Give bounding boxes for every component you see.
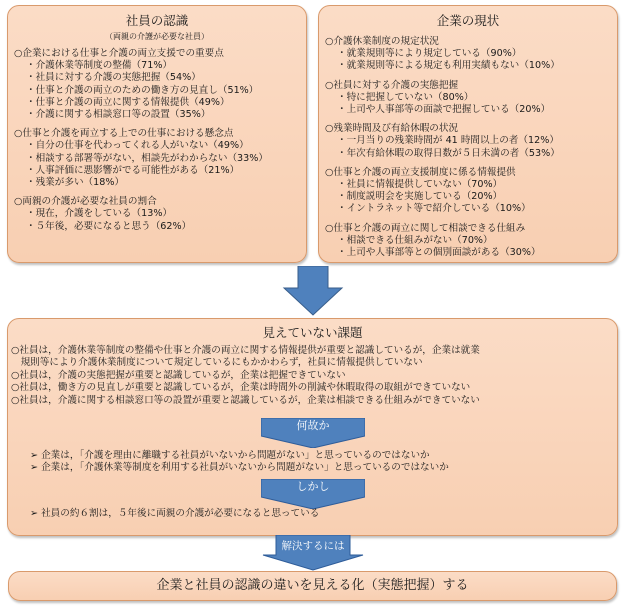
right-item: ・一月当りの残業時間が 41 時間以上の者（12%） [337, 135, 559, 147]
issue-line: ○社員は，介護休業等制度の整備や仕事と介護の両立に関する情報提供が重要と認識しているが，企業は就業 [11, 345, 480, 356]
down-arrow-icon [282, 266, 344, 316]
company-status-box [318, 5, 618, 263]
left-item: ・現在，介護をしている（13%） [26, 208, 173, 220]
left-item: ・５年後，必要になると思う（62%） [26, 220, 192, 232]
hidden-issues-title: 見えていない課題 [262, 325, 363, 340]
left-section-1-head: ○企業における仕事と介護の両立支援での重要点 [14, 48, 224, 59]
why-item: ➢ 企業は，「介護休業等制度を利用する社員がいないから問題がない」と思っているのではないか [30, 462, 449, 474]
left-item: ・仕事と介護の両立に関する情報提供（49%） [26, 96, 230, 108]
right-section-4-head: ○仕事と介護の両立支援制度に係る情報提供 [325, 166, 516, 178]
right-section-2 [319, 80, 617, 117]
but-item: ➢ 社員の約６割は，５年後に両親の介護が必要になると思っている [30, 508, 320, 519]
left-item: ・仕事と介護の両立のための働き方の見直し（51%） [26, 84, 259, 96]
right-section-3-head: ○残業時間及び有給休暇の状況 [325, 123, 459, 135]
left-section-2-head: ○仕事と介護を両立する上での仕事における懸念点 [14, 128, 234, 140]
left-item: ・人事評価に悪影響がでる可能性がある（21%） [26, 164, 240, 176]
right-section-2-head: ○社員に対する介護の実態把握 [325, 79, 459, 91]
left-item: ・残業が多い（18%） [26, 177, 125, 189]
employee-perception-box [7, 5, 307, 263]
issue-line: ○社員は，介護に関する相談窓口等の設置が重要と認識しているが，企業は相談できる仕組みができていない [11, 394, 480, 406]
solve-tag: 解決するには [281, 540, 345, 552]
left-item: ・社員に対する介護の実態把握（54%） [26, 72, 201, 84]
right-section-5 [319, 223, 617, 260]
but-list [30, 508, 319, 520]
why-item: ➢ 企業は，「介護を理由に離職する社員がいないから問題がない」と思っているのではないか [30, 450, 430, 461]
right-section-5-head: ○仕事と介護の両立に関して相談できる仕組み [325, 222, 526, 234]
conclusion-box: 企業と社員の認識の違いを見える化（実態把握）する [8, 571, 617, 601]
arrowhead-bullet-icon: ➢ [30, 450, 42, 461]
arrowhead-bullet-icon: ➢ [30, 462, 42, 474]
left-section-3 [8, 196, 306, 233]
right-section-3 [319, 123, 617, 160]
left-section-3-head: ○両親の介護が必要な社員の割合 [14, 196, 157, 208]
right-item: ・就業規則等による規定も利用実績もない（10%） [337, 60, 560, 72]
right-section-1-head: ○介護休業制度の規定状況 [325, 36, 439, 47]
why-tag: 何故か [296, 419, 330, 432]
right-section-1 [319, 36, 617, 73]
why-list [30, 450, 449, 475]
left-item: ・相談する部署等がない，相談先がわからない（33%） [26, 152, 268, 164]
left-section-2 [8, 128, 306, 189]
right-section-4 [319, 167, 617, 216]
right-item: ・社員に情報提供していない（70%） [337, 179, 503, 191]
right-item: ・上司や人事部等との個別面談がある（30%） [337, 247, 541, 259]
right-item: ・年次有給休暇の取得日数が５日未満の者（53%） [337, 147, 560, 159]
left-item: ・自分の仕事を代わってくれる人がいない（49%） [26, 140, 249, 152]
right-item: ・特に把握していない（80%） [337, 91, 474, 103]
right-item: ・相談できる仕組みがない（70%） [337, 234, 493, 246]
left-item: ・介護休業等制度の整備（71%） [26, 60, 173, 72]
issue-line: ○社員は，介護の実態把握が重要と認識しているが，企業は把握できていない [11, 369, 346, 381]
arrowhead-bullet-icon: ➢ [30, 508, 42, 519]
right-item: ・就業規則等により規定している（90%） [337, 48, 522, 60]
left-section-1 [8, 48, 306, 121]
left-item: ・介護に関する相談窓口等の設置（35%） [26, 109, 211, 121]
right-item: ・制度説明会を実施している（20%） [337, 191, 503, 203]
company-status-title: 企業の現状 [436, 13, 500, 28]
employee-perception-title: 社員の認識 [125, 13, 189, 28]
right-item: ・イントラネット等で紹介している（10%） [337, 203, 531, 215]
issue-line: 規則等により介護休業制度について規定しているにもかかわらず，社員に情報提供していない [11, 357, 423, 369]
employee-perception-subtitle: （両親の介護が必要な社員） [105, 32, 209, 41]
right-item: ・上司や人事部等の面談で把握している（20%） [337, 104, 551, 116]
but-tag: しかし [296, 480, 330, 493]
issue-line: ○社員は，働き方の見直しが重要と認識しているが，企業は時間外の削減や休暇取得の取組ができていない [11, 382, 471, 394]
